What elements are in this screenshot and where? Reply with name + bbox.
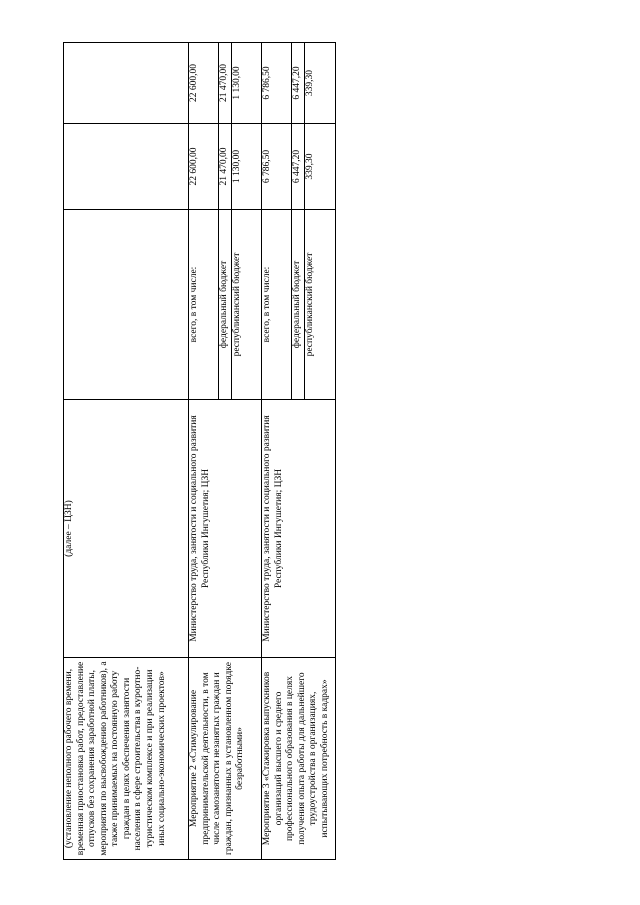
source-federal-label: федеральный бюджет <box>292 210 305 400</box>
activity-cell: (установление неполного рабочего времени, временная приостановка работ, предоставление отпусков без сохранения заработной платы, мероприятия по высвобождению работников), а также принимаемых на постоянную работу граждан в целях обеспечения занятости населения в сфере строительства в курортно-туристическом комплексе и при реализации иных социально-экономических проектов» <box>64 658 189 860</box>
table-row <box>64 43 189 860</box>
activity-cell: Мероприятие 2 «Стимулирование предпринимательской деятельности, в том числе самозанятости незанятых граждан и граждан, признанных в установленном порядке безработными» <box>189 658 262 860</box>
value-cell: 21 470,00 <box>219 124 232 210</box>
value-cell: 6 447,20 <box>292 124 305 210</box>
source-republic-label: республиканский бюджет <box>232 210 262 400</box>
value-cell: 21 470,00 <box>219 43 232 124</box>
value-cell: 339,30 <box>305 43 336 124</box>
value-cell: 1 130,00 <box>232 43 262 124</box>
executor-cell: Министерство труда, занятости и социального развития Республики Ингушетия; ЦЗН <box>189 400 262 658</box>
value-cell: 1 130,00 <box>232 124 262 210</box>
source-cell <box>64 210 189 400</box>
rotated-table-page <box>63 43 335 860</box>
value-cell: 22 600,00 <box>189 43 219 124</box>
activity-cell: Мероприятие 3 «Стажировка выпускников организаций высшего и среднего профессионального образования в целях получения опыта работы для дальнейшего трудоустройства в организациях, испытывающих потребность в кадрах» <box>262 658 336 860</box>
value-cell <box>64 124 189 210</box>
value-cell: 339,30 <box>305 124 336 210</box>
value-cell: 6 786,50 <box>262 43 292 124</box>
source-total-label: всего, в том числе: <box>189 210 219 400</box>
value-cell <box>64 43 189 124</box>
value-cell: 6 447,20 <box>292 43 305 124</box>
table-row <box>189 43 219 860</box>
source-republic-label: республиканский бюджет <box>305 210 336 400</box>
value-cell: 6 786,50 <box>262 124 292 210</box>
source-federal-label: федеральный бюджет <box>219 210 232 400</box>
executor-cell: Министерство труда, занятости и социального развития Республики Ингушетия; ЦЗН <box>262 400 336 658</box>
source-total-label: всего, в том числе: <box>262 210 292 400</box>
program-table <box>63 42 336 860</box>
value-cell: 22 600,00 <box>189 124 219 210</box>
table-row <box>262 43 292 860</box>
executor-cell: (далее – ЦЗН) <box>64 400 189 658</box>
